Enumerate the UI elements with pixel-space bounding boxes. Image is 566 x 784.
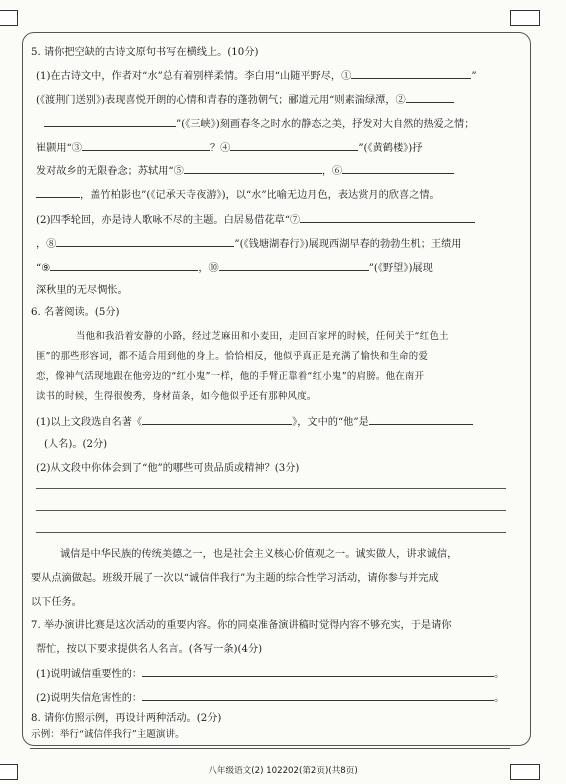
q7-title-cont: 帮忙，按以下要求提供名人名言。(各写一条)(4分) <box>36 644 263 655</box>
blank-4[interactable] <box>230 140 358 151</box>
q6-answer-line-3[interactable] <box>36 532 506 533</box>
q5-p2-line3: “⑨ ，⑩ ”(《野望》)展现 <box>36 260 433 276</box>
corner-mark-top-left <box>0 10 18 26</box>
q5-p2-line2: ，⑧ ”(《钱塘湖春行》)展现西湖早春的勃勃生机；王绩用 <box>36 236 461 252</box>
q5-p1-line1: (1)在古诗文中，作者对“水”总有着别样柔情。李白用“山随平野尽，① ” <box>36 68 477 84</box>
quote-2-blank[interactable] <box>142 690 494 701</box>
q7-answer-2: (2)说明失信危害性的： 。 <box>36 690 504 706</box>
q5-title: 5. 请你把空缺的古诗文原句书写在横线上。(10分) <box>31 47 259 58</box>
blank-7[interactable] <box>300 212 475 223</box>
q6-passage-line2: 匪”的那些形容词，都不适合用到他的身上。恰恰相反，他似乎真正是充满了愉快和生命的爱 <box>36 351 429 362</box>
q6-passage-line3: 恋，像神气活现地跟在他旁边的“红小鬼”一样，他的手臂正靠着“红小鬼”的肩膀。他在南开 <box>36 371 425 382</box>
blank-2[interactable] <box>406 92 454 103</box>
blank-3[interactable] <box>82 140 210 151</box>
corner-mark-top-right <box>510 10 540 26</box>
blank-6[interactable] <box>342 163 454 174</box>
q6-answer-line-1[interactable] <box>36 488 506 489</box>
q8-title: 8. 请你仿照示例，再设计两种活动。(2分) <box>31 713 222 724</box>
q7-title: 7. 举办演讲比赛是这次活动的重要内容。你的同桌准备演讲稿时觉得内容不够充实，于是请你 <box>31 620 452 631</box>
q6-q1-line1: (1)以上文段选自名著《 》，文中的“他”是 <box>36 414 473 430</box>
q7-answer-1: (1)说明诚信重要性的： 。 <box>36 666 504 682</box>
q5-p2-line1: (2)四季轮回，亦是诗人歌咏不尽的主题。白居易借花草“⑦ <box>36 212 475 228</box>
q5-p2-line4: 深秋里的无尽惆怅。 <box>36 285 128 296</box>
q6-answer-line-2[interactable] <box>36 510 506 511</box>
blank-1[interactable] <box>351 68 471 79</box>
blank-10[interactable] <box>219 260 369 271</box>
blank-9[interactable] <box>50 260 198 271</box>
intro-line2: 要从点滴做起。班级开展了一次以“诚信伴我行”为主题的综合性学习活动，请你参与并完成 <box>31 573 439 584</box>
book-title-blank[interactable] <box>142 414 292 425</box>
page-footer: 八年级语文(2) 102202(第2页)(共8页) <box>208 766 358 776</box>
q5-p1-line6: ，盖竹柏影也”(《记承天寺夜游》)，以“水”比喻无边月色，表达赏月的欣喜之情。 <box>36 187 440 203</box>
blank-2-cont[interactable] <box>44 116 176 127</box>
person-name-blank[interactable] <box>369 414 473 425</box>
intro-line1: 诚信是中华民族的传统美德之一，也是社会主义核心价值观之一。诚实做人，讲求诚信， <box>60 549 458 560</box>
q5-p1-line3: ”(《三峡》)刻画春冬之时水的静态之美，抒发对大自然的热爱之情； <box>44 116 474 132</box>
q5-p1-line5: 发对故乡的无限眷念；苏轼用“⑤ ，⑥ <box>36 163 454 179</box>
q5-p1-line4: 崔颢用“③ ？④ ”(《黄鹤楼》)抒 <box>36 140 422 156</box>
quote-1-blank[interactable] <box>142 666 494 677</box>
q8-example: 示例：举行“诚信伴我行”主题演讲。 <box>31 729 185 740</box>
q8-answer-line-1[interactable] <box>30 748 510 749</box>
blank-6-cont[interactable] <box>36 187 80 198</box>
q6-q2: (2)从文段中你体会到了“他”的哪些可贵品质或精神？(3分) <box>36 463 300 474</box>
blank-5[interactable] <box>184 163 322 174</box>
q6-q1-line2: (人名)。(2分) <box>44 439 108 450</box>
q6-title: 6. 名著阅读。(5分) <box>31 307 120 318</box>
q5-p1-line2: (《渡荆门送别》)表现喜悦开朗的心情和青春的蓬勃朝气；郦道元用“则素湍绿潭，② <box>36 92 454 108</box>
q6-passage-line4: 读书的时候，生得很俊秀，身材苗条，如今他似乎还有那种风度。 <box>36 391 317 402</box>
blank-8[interactable] <box>56 236 234 247</box>
q6-passage-line1: 当他和我沿着安静的小路，经过芝麻田和小麦田，走回百家坪的时候，任何关于“红色土 <box>76 331 449 342</box>
intro-line3: 以下任务。 <box>31 597 82 608</box>
